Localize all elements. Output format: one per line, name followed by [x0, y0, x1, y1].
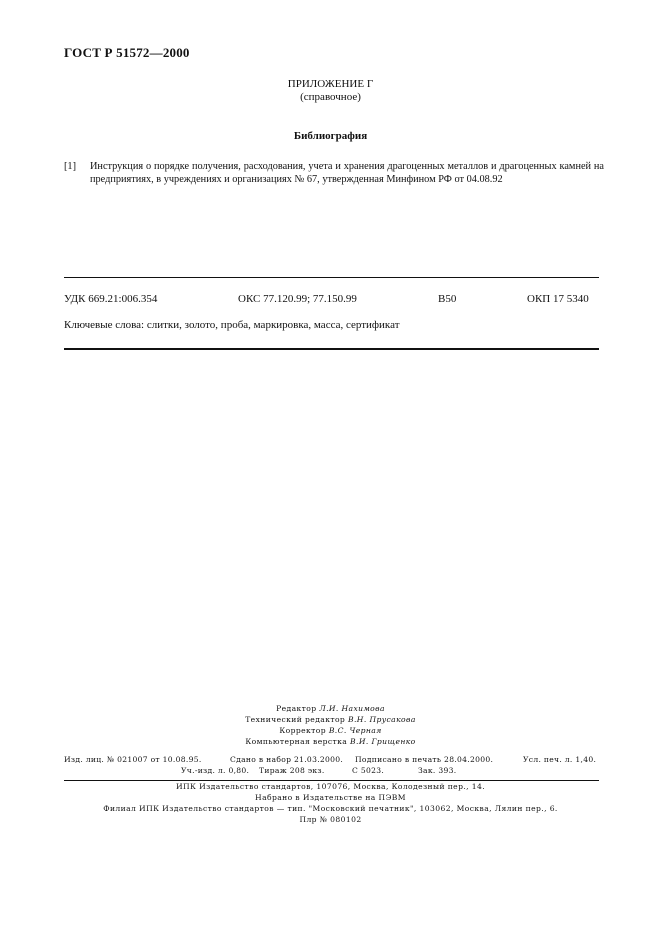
keywords: Ключевые слова: слитки, золото, проба, маркировка, масса, сертификат — [64, 319, 400, 331]
oks-code: ОКС 77.120.99; 77.150.99 — [238, 293, 357, 305]
publication-signed: Подписано в печать 28.04.2000. — [355, 755, 494, 764]
bibliography-title: Библиография — [293, 130, 368, 142]
bibliography-item-number: [1] — [64, 161, 77, 172]
appendix-title: ПРИЛОЖЕНИЕ Г — [287, 78, 374, 90]
publication-pub-sheets: Уч.-изд. л. 0,80. — [181, 766, 250, 775]
publication-print-sheets: Усл. печ. л. 1,40. — [523, 755, 597, 764]
credit-corrector: Корректор В.С. Черная — [279, 726, 382, 735]
udc-code: УДК 669.21:006.354 — [64, 293, 158, 305]
group-code: В50 — [438, 293, 457, 305]
okp-code: ОКП 17 5340 — [527, 293, 589, 305]
imprint-line-3: Филиал ИПК Издательство стандартов — тип. "Московский печатник", 103062, Москва, Лялин пер., 6. — [103, 804, 558, 813]
publication-typeset: Сдано в набор 21.03.2000. — [230, 755, 344, 764]
divider-middle — [64, 348, 599, 350]
imprint-block — [0, 781, 661, 825]
appendix-heading — [0, 78, 661, 104]
publication-order: Зак. 393. — [418, 766, 457, 775]
publication-c-code: С 5023. — [352, 766, 385, 775]
credits-block — [0, 703, 661, 747]
imprint-line-1: ИПК Издательство стандартов, 107076, Москва, Колодезный пер., 14. — [175, 782, 486, 791]
divider-top — [64, 277, 599, 278]
credit-editor: Редактор Л.И. Нахимова — [276, 704, 385, 713]
credit-tech-editor: Технический редактор В.Н. Прусакова — [245, 715, 416, 724]
bibliography-item-text: Инструкция о порядке получения, расходования, учета и хранения драгоценных металлов и драгоценных камней на предприятиях, в учреждениях и организациях № 67, утвержденная Минфином РФ от 04.08.92 — [90, 161, 604, 185]
publication-circulation: Тираж 208 экз. — [259, 766, 325, 775]
credit-layout: Компьютерная верстка В.И. Грищенко — [245, 737, 416, 746]
publication-license: Изд. лиц. № 021007 от 10.08.95. — [64, 755, 202, 764]
standard-code: ГОСТ Р 51572—2000 — [64, 45, 190, 60]
imprint-line-2: Набрано в Издательстве на ПЭВМ — [255, 793, 406, 802]
imprint-line-4: Плр № 080102 — [299, 815, 362, 824]
appendix-subtitle: (справочное) — [300, 91, 361, 103]
